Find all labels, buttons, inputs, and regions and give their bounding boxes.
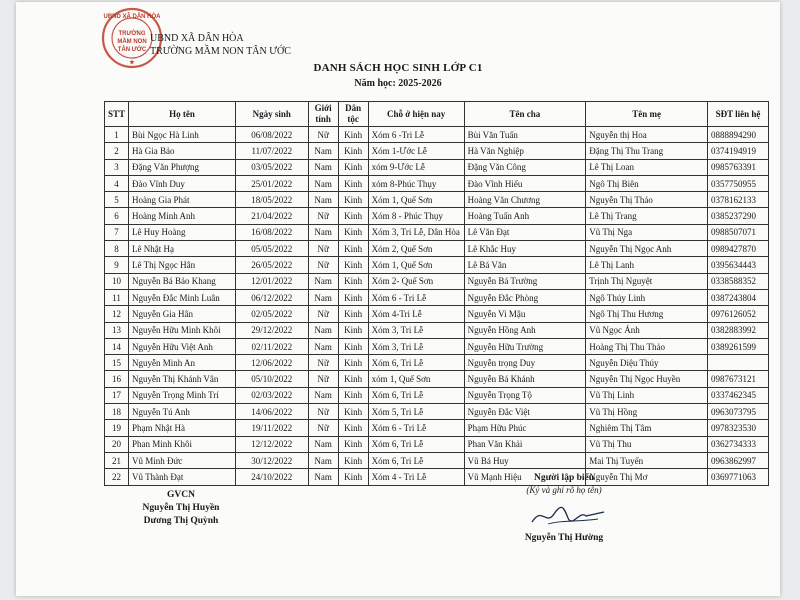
cell-stt: 22	[105, 469, 129, 485]
student-roster-table	[104, 101, 769, 486]
cell-father: Lê Văn Đạt	[464, 224, 586, 240]
cell-name: Nguyễn Minh An	[129, 355, 236, 371]
teacher-role: GVCN	[167, 490, 195, 500]
cell-father: Nguyễn Hồng Anh	[464, 322, 586, 338]
cell-father: Hoàng Văn Chương	[464, 192, 586, 208]
cell-name: Đặng Văn Phượng	[129, 159, 236, 175]
cell-phone: 0989427870	[708, 241, 769, 257]
cell-gender: Nữ	[308, 355, 338, 371]
cell-stt: 11	[105, 289, 129, 305]
cell-name: Lê Thị Ngọc Hân	[129, 257, 236, 273]
svg-text:UBND XÃ DÂN HÒA: UBND XÃ DÂN HÒA	[103, 14, 161, 20]
table-row	[105, 273, 769, 289]
cell-stt: 17	[105, 387, 129, 403]
cell-address: xóm 1, Quế Sơn	[368, 371, 464, 387]
cell-address: Xóm 1-Ước Lễ	[368, 143, 464, 159]
cell-address: Xóm 3, Tri Lễ	[368, 338, 464, 354]
cell-ethnicity: Kinh	[338, 322, 368, 338]
cell-phone: 0987673121	[708, 371, 769, 387]
cell-mother: Vũ Thị Linh	[586, 387, 708, 403]
cell-dob: 02/03/2022	[235, 387, 308, 403]
cell-dob: 26/05/2022	[235, 257, 308, 273]
cell-father: Nguyễn Vi Mậu	[464, 306, 586, 322]
svg-text:★: ★	[129, 60, 135, 66]
cell-mother: Hoàng Thị Thu Thảo	[586, 338, 708, 354]
document-page	[16, 2, 780, 596]
cell-name: Nguyễn Trọng Minh Trí	[129, 387, 236, 403]
teacher-name-2: Dương Thị Quỳnh	[143, 516, 219, 526]
table-row	[105, 355, 769, 371]
cell-mother: Ngô Thị Thu Hương	[586, 306, 708, 322]
cell-gender: Nữ	[308, 371, 338, 387]
cell-dob: 06/12/2022	[235, 289, 308, 305]
table-row	[105, 175, 769, 191]
cell-gender: Nữ	[308, 241, 338, 257]
cell-name: Nguyễn Hữu Minh Khôi	[129, 322, 236, 338]
cell-ethnicity: Kinh	[338, 127, 368, 143]
cell-name: Nguyễn Bá Bảo Khang	[129, 273, 236, 289]
cell-gender: Nam	[308, 338, 338, 354]
cell-name: Phan Minh Khôi	[129, 436, 236, 452]
cell-mother: Nguyễn thị Hoa	[586, 127, 708, 143]
cell-ethnicity: Kinh	[338, 289, 368, 305]
cell-address: Xóm 6 - Tri Lễ	[368, 289, 464, 305]
cell-stt: 9	[105, 257, 129, 273]
cell-mother: Nguyễn Thị Thảo	[586, 192, 708, 208]
table-row	[105, 257, 769, 273]
cell-dob: 03/05/2022	[235, 159, 308, 175]
cell-gender: Nam	[308, 224, 338, 240]
cell-address: Xóm 1, Quế Sơn	[368, 257, 464, 273]
cell-mother: Trịnh Thị Nguyệt	[586, 273, 708, 289]
cell-father: Lê Khắc Huy	[464, 241, 586, 257]
table-row	[105, 127, 769, 143]
cell-mother: Ngô Thị Biên	[586, 175, 708, 191]
cell-stt: 8	[105, 241, 129, 257]
table-row	[105, 208, 769, 224]
cell-address: Xóm 2, Quế Sơn	[368, 241, 464, 257]
table-row	[105, 143, 769, 159]
header-name: Họ tên	[129, 102, 236, 127]
cell-address: Xóm 4-Tri Lễ	[368, 306, 464, 322]
cell-gender: Nam	[308, 387, 338, 403]
cell-mother: Vũ Ngọc Ánh	[586, 322, 708, 338]
cell-stt: 15	[105, 355, 129, 371]
cell-gender: Nam	[308, 289, 338, 305]
cell-father: Nguyễn trọng Duy	[464, 355, 586, 371]
table-row	[105, 387, 769, 403]
cell-ethnicity: Kinh	[338, 387, 368, 403]
cell-address: Xóm 5, Tri Lễ	[368, 404, 464, 420]
cell-phone: 0988507071	[708, 224, 769, 240]
cell-father: Nguyễn Hữu Trường	[464, 338, 586, 354]
cell-ethnicity: Kinh	[338, 371, 368, 387]
cell-name: Nguyễn Gia Hân	[129, 306, 236, 322]
cell-dob: 12/01/2022	[235, 273, 308, 289]
cell-mother: Lê Thị Trang	[586, 208, 708, 224]
cell-gender: Nam	[308, 159, 338, 175]
cell-dob: 24/10/2022	[235, 469, 308, 485]
cell-mother: Ngô Thúy Linh	[586, 289, 708, 305]
cell-address: Xóm 1, Quế Sơn	[368, 192, 464, 208]
cell-ethnicity: Kinh	[338, 355, 368, 371]
cell-phone: 0985763391	[708, 159, 769, 175]
cell-stt: 5	[105, 192, 129, 208]
cell-mother: Vũ Thị Hồng	[586, 404, 708, 420]
cell-address: xóm 9-Ước Lễ	[368, 159, 464, 175]
cell-address: Xóm 3, Tri Lễ, Dân Hòa	[368, 224, 464, 240]
teacher-name-1: Nguyễn Thị Huyền	[142, 503, 220, 513]
preparer-note: (Ký và ghi rõ họ tên)	[526, 485, 602, 495]
cell-ethnicity: Kinh	[338, 469, 368, 485]
cell-phone	[708, 355, 769, 371]
cell-dob: 05/10/2022	[235, 371, 308, 387]
cell-gender: Nữ	[308, 257, 338, 273]
teacher-signature-block	[116, 489, 246, 528]
cell-gender: Nữ	[308, 306, 338, 322]
table-row	[105, 159, 769, 175]
cell-mother: Nguyễn Diệu Thúy	[586, 355, 708, 371]
cell-ethnicity: Kinh	[338, 224, 368, 240]
cell-name: Hà Gia Bảo	[129, 143, 236, 159]
table-row	[105, 371, 769, 387]
header-stt: STT	[105, 102, 129, 127]
cell-stt: 1	[105, 127, 129, 143]
cell-father: Đào Vĩnh Hiếu	[464, 175, 586, 191]
cell-father: Bùi Văn Tuấn	[464, 127, 586, 143]
cell-mother: Lê Thị Loan	[586, 159, 708, 175]
cell-phone: 0976126052	[708, 306, 769, 322]
header-mother: Tên mẹ	[586, 102, 708, 127]
table-body	[105, 127, 769, 486]
cell-gender: Nam	[308, 192, 338, 208]
cell-phone: 0382883992	[708, 322, 769, 338]
cell-father: Nguyễn Bá Khánh	[464, 371, 586, 387]
table-row	[105, 224, 769, 240]
cell-dob: 12/06/2022	[235, 355, 308, 371]
cell-phone: 0963862997	[708, 452, 769, 468]
cell-gender: Nam	[308, 322, 338, 338]
cell-mother: Nguyễn Thị Ngọc Anh	[586, 241, 708, 257]
cell-name: Nguyễn Đắc Minh Luân	[129, 289, 236, 305]
cell-father: Nguyễn Trọng Tộ	[464, 387, 586, 403]
cell-address: Xóm 6, Tri Lễ	[368, 387, 464, 403]
cell-phone: 0389261599	[708, 338, 769, 354]
table-row	[105, 469, 769, 485]
cell-phone: 0387243804	[708, 289, 769, 305]
cell-father: Nguyễn Đắc Việt	[464, 404, 586, 420]
cell-ethnicity: Kinh	[338, 436, 368, 452]
cell-father: Vũ Bá Huy	[464, 452, 586, 468]
cell-phone: 0378162133	[708, 192, 769, 208]
table-row	[105, 306, 769, 322]
cell-phone: 0888894290	[708, 127, 769, 143]
cell-phone: 0385237290	[708, 208, 769, 224]
cell-mother: Nguyễn Thị Ngọc Huyền	[586, 371, 708, 387]
table-header-row	[105, 102, 769, 127]
header-father: Tên cha	[464, 102, 586, 127]
cell-gender: Nam	[308, 452, 338, 468]
header-ethnicity: Dân tộc	[338, 102, 368, 127]
cell-father: Vũ Mạnh Hiệu	[464, 469, 586, 485]
cell-gender: Nữ	[308, 420, 338, 436]
cell-father: Nguyễn Đắc Phòng	[464, 289, 586, 305]
cell-stt: 2	[105, 143, 129, 159]
cell-address: Xóm 3, Tri Lễ	[368, 322, 464, 338]
preparer-name: Nguyễn Thị Hường	[524, 533, 604, 543]
cell-stt: 21	[105, 452, 129, 468]
svg-text:TRƯỜNG: TRƯỜNG	[118, 31, 146, 37]
cell-mother: Vũ Thị Nga	[586, 224, 708, 240]
cell-stt: 20	[105, 436, 129, 452]
cell-father: Hoàng Tuấn Anh	[464, 208, 586, 224]
cell-gender: Nam	[308, 436, 338, 452]
table-row	[105, 192, 769, 208]
cell-father: Phạm Hữu Phúc	[464, 420, 586, 436]
cell-stt: 13	[105, 322, 129, 338]
cell-mother: Vũ Thị Thu	[586, 436, 708, 452]
table-row	[105, 420, 769, 436]
cell-father: Nguyễn Bá Trường	[464, 273, 586, 289]
cell-name: Vũ Thành Đạt	[129, 469, 236, 485]
cell-phone: 0362734333	[708, 436, 769, 452]
cell-ethnicity: Kinh	[338, 208, 368, 224]
cell-ethnicity: Kinh	[338, 143, 368, 159]
org-line-1: UBND XÃ DÂN HÒA	[150, 33, 244, 44]
page-subtitle: Năm học: 2025-2026	[354, 78, 442, 89]
cell-dob: 19/11/2022	[235, 420, 308, 436]
cell-name: Lê Huy Hoàng	[129, 224, 236, 240]
header-gender: Giới tính	[308, 102, 338, 127]
cell-phone: 0369771063	[708, 469, 769, 485]
cell-phone: 0395634443	[708, 257, 769, 273]
cell-dob: 14/06/2022	[235, 404, 308, 420]
cell-gender: Nam	[308, 469, 338, 485]
cell-ethnicity: Kinh	[338, 159, 368, 175]
org-line-2: TRƯỜNG MẦM NON TÂN ƯỚC	[150, 46, 291, 57]
table-row	[105, 289, 769, 305]
handwritten-signature	[528, 500, 608, 530]
cell-dob: 11/07/2022	[235, 143, 308, 159]
cell-dob: 18/05/2022	[235, 192, 308, 208]
cell-stt: 10	[105, 273, 129, 289]
cell-gender: Nữ	[308, 127, 338, 143]
cell-dob: 30/12/2022	[235, 452, 308, 468]
cell-mother: Lê Thị Lanh	[586, 257, 708, 273]
cell-stt: 19	[105, 420, 129, 436]
cell-address: Xóm 2- Quế Sơn	[368, 273, 464, 289]
cell-dob: 12/12/2022	[235, 436, 308, 452]
cell-ethnicity: Kinh	[338, 192, 368, 208]
cell-gender: Nam	[308, 175, 338, 191]
cell-address: Xóm 6, Tri Lễ	[368, 355, 464, 371]
cell-ethnicity: Kinh	[338, 241, 368, 257]
cell-dob: 02/05/2022	[235, 306, 308, 322]
cell-name: Nguyễn Thị Khánh Vân	[129, 371, 236, 387]
cell-address: Xóm 6, Tri Lễ	[368, 436, 464, 452]
cell-phone: 0963073795	[708, 404, 769, 420]
header-dob: Ngày sinh	[235, 102, 308, 127]
header-address: Chỗ ở hiện nay	[368, 102, 464, 127]
cell-address: Xóm 6 - Tri Lễ	[368, 420, 464, 436]
cell-stt: 12	[105, 306, 129, 322]
cell-phone: 0357750955	[708, 175, 769, 191]
cell-dob: 06/08/2022	[235, 127, 308, 143]
cell-gender: Nam	[308, 273, 338, 289]
cell-stt: 4	[105, 175, 129, 191]
cell-stt: 14	[105, 338, 129, 354]
cell-ethnicity: Kinh	[338, 404, 368, 420]
cell-ethnicity: Kinh	[338, 175, 368, 191]
cell-ethnicity: Kinh	[338, 452, 368, 468]
cell-name: Hoàng Minh Anh	[129, 208, 236, 224]
cell-name: Nguyễn Hữu Việt Anh	[129, 338, 236, 354]
cell-address: xóm 8-Phúc Thụy	[368, 175, 464, 191]
cell-name: Lê Nhật Hạ	[129, 241, 236, 257]
cell-dob: 16/08/2022	[235, 224, 308, 240]
cell-phone: 0978323530	[708, 420, 769, 436]
cell-name: Hoàng Gia Phát	[129, 192, 236, 208]
page-title: DANH SÁCH HỌC SINH LỚP C1	[313, 62, 483, 74]
cell-name: Bùi Ngọc Hà Linh	[129, 127, 236, 143]
cell-dob: 21/04/2022	[235, 208, 308, 224]
cell-dob: 05/05/2022	[235, 241, 308, 257]
cell-gender: Nữ	[308, 208, 338, 224]
cell-name: Vũ Minh Đức	[129, 452, 236, 468]
cell-name: Nguyễn Tú Anh	[129, 404, 236, 420]
cell-gender: Nữ	[308, 404, 338, 420]
cell-mother: Nguyễn Thị Mơ	[586, 469, 708, 485]
table-row	[105, 452, 769, 468]
cell-father: Đặng Văn Công	[464, 159, 586, 175]
cell-mother: Nghiêm Thị Tâm	[586, 420, 708, 436]
table-row	[105, 338, 769, 354]
preparer-role: Người lập biểu	[533, 473, 595, 483]
cell-stt: 6	[105, 208, 129, 224]
cell-gender: Nam	[308, 143, 338, 159]
cell-mother: Mai Thị Tuyến	[586, 452, 708, 468]
cell-dob: 29/12/2022	[235, 322, 308, 338]
cell-stt: 7	[105, 224, 129, 240]
cell-name: Đào Vĩnh Duy	[129, 175, 236, 191]
cell-ethnicity: Kinh	[338, 257, 368, 273]
cell-phone: 0374194919	[708, 143, 769, 159]
cell-dob: 25/01/2022	[235, 175, 308, 191]
organization-header	[150, 32, 291, 58]
cell-phone: 0337462345	[708, 387, 769, 403]
table-row	[105, 404, 769, 420]
cell-dob: 02/11/2022	[235, 338, 308, 354]
cell-stt: 3	[105, 159, 129, 175]
cell-stt: 16	[105, 371, 129, 387]
cell-address: Xóm 8 - Phúc Thụy	[368, 208, 464, 224]
cell-address: Xóm 6 -Tri Lễ	[368, 127, 464, 143]
cell-father: Phan Văn Khải	[464, 436, 586, 452]
cell-phone: 0338588352	[708, 273, 769, 289]
cell-address: Xóm 4 - Tri Lễ	[368, 469, 464, 485]
cell-name: Phạm Nhật Hà	[129, 420, 236, 436]
cell-stt: 18	[105, 404, 129, 420]
cell-ethnicity: Kinh	[338, 273, 368, 289]
cell-father: Hà Văn Nghiệp	[464, 143, 586, 159]
cell-mother: Đặng Thị Thu Trang	[586, 143, 708, 159]
table-row	[105, 322, 769, 338]
header-phone: SĐT liên hệ	[708, 102, 769, 127]
cell-address: Xóm 6, Tri Lễ	[368, 452, 464, 468]
cell-father: Lê Bá Văn	[464, 257, 586, 273]
svg-text:TÂN ƯỚC: TÂN ƯỚC	[117, 47, 147, 53]
cell-ethnicity: Kinh	[338, 338, 368, 354]
cell-ethnicity: Kinh	[338, 306, 368, 322]
cell-ethnicity: Kinh	[338, 420, 368, 436]
svg-text:MẦM NON: MẦM NON	[117, 39, 147, 45]
table-row	[105, 436, 769, 452]
table-row	[105, 241, 769, 257]
